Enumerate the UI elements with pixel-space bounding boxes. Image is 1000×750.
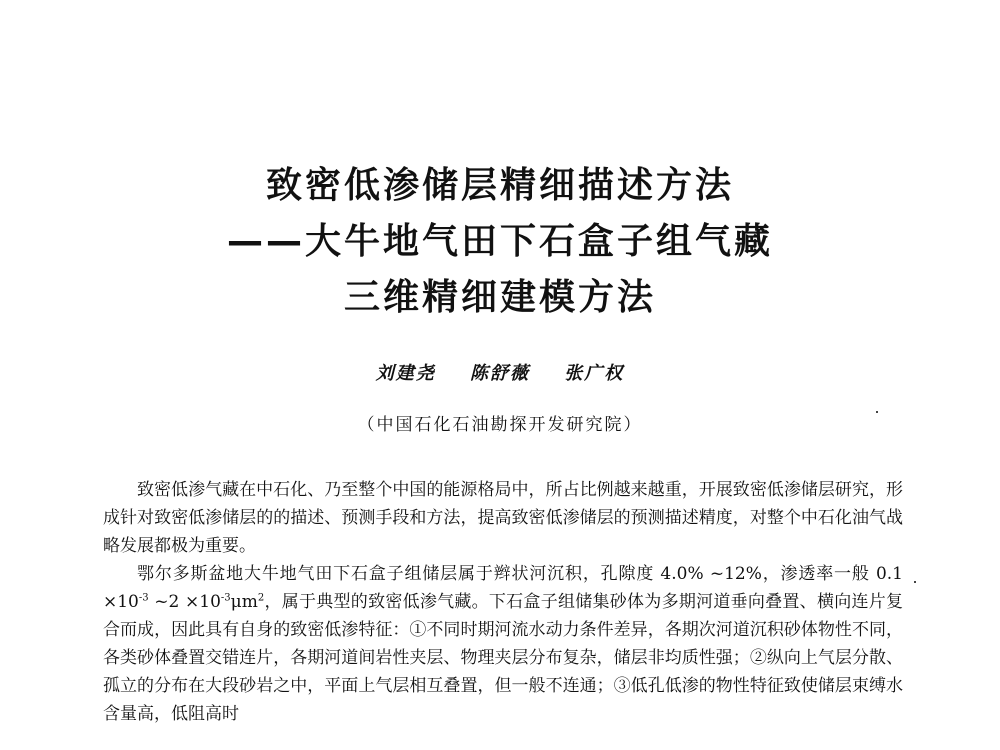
title-line-3: 三维精细建模方法	[343, 277, 656, 318]
paragraph-2-part-b: ~2 ×10	[148, 592, 221, 612]
body-text	[103, 476, 903, 728]
author-list	[0, 362, 1000, 386]
paper-title	[0, 158, 1000, 326]
paragraph-1: 致密低渗气藏在中石化、乃至整个中国的能源格局中，所占比例越来越重，开展致密低渗储层研究，形成针对致密低渗储层的的描述、预测手段和方法，提高致密低渗储层的预测描述精度，对整个中石化油气战略发展都极为重要。	[103, 480, 903, 556]
paragraph-2	[103, 560, 903, 728]
scan-speck	[876, 411, 878, 413]
paragraph-2-part-a: 鄂尔多斯盆地大牛地气田下石盒子组储层属于辫状河沉积，孔隙度 4.0% ~12%，渗透率一般 0.1 ×10	[103, 564, 903, 612]
affiliation: （中国石化石油勘探开发研究院）	[357, 415, 643, 435]
paragraph-2-part-d: ，属于典型的致密低渗气藏。下石盒子组储集砂体为多期河道垂向叠置、横向连片复合而成，因此具有自身的致密低渗特征：①不同时期河流水动力条件差异，各期次河道沉积砂体物性不同，各类砂体叠置交错连片，各期河道间岩性夹层、物理夹层分布复杂，储层非均质性强；②纵向上气层分散、孤立的分布在大段砂岩之中，平面上气层相互叠置，但一般不连通；③低孔低渗的物性特征致使储层束缚水含量高，低阻高时	[103, 592, 904, 724]
paragraph-2-unit: μm	[230, 592, 258, 612]
exponent-1: -3	[138, 592, 149, 604]
author-1: 刘建尧	[375, 363, 436, 384]
title-line-1: 致密低渗储层精细描述方法	[265, 165, 734, 206]
author-2: 陈舒薇	[470, 363, 530, 384]
title-line-2: ——大牛地气田下石盒子组气藏	[226, 221, 773, 262]
scan-speck	[914, 581, 916, 583]
exponent-3: 2	[257, 592, 265, 604]
author-3: 张广权	[564, 363, 625, 384]
exponent-2: -3	[220, 592, 231, 604]
